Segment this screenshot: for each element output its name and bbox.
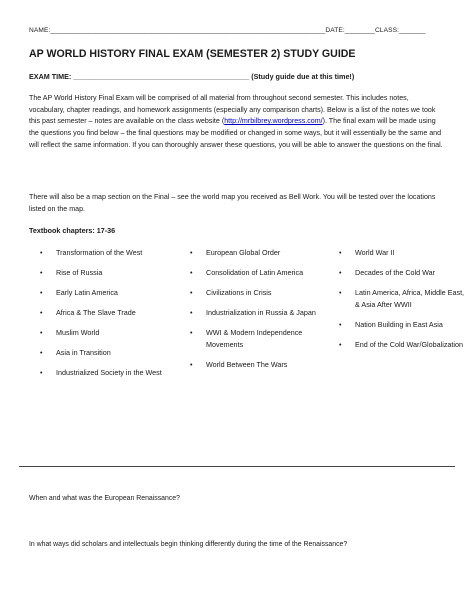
bullet-icon: • [339, 339, 342, 349]
topic-list-item [190, 247, 320, 259]
topic-list-item [190, 287, 320, 299]
topic-list-item [339, 247, 469, 259]
topic-label: Transformation of the West [56, 248, 143, 257]
topic-label: Africa & The Slave Trade [56, 308, 136, 317]
name-date-class-line: NAME:_________________________________________________________________________DATE:________CLASS:_______ [29, 27, 426, 34]
textbook-chapters-label: Textbook chapters: 17-36 [29, 226, 116, 235]
topic-label: Decades of the Cold War [355, 268, 436, 277]
bullet-icon: • [339, 248, 342, 257]
topics-column-3 [339, 247, 469, 359]
bullet-icon: • [190, 328, 193, 337]
topic-label: Civilizations in Crisis [206, 288, 272, 297]
question-1: When and what was the European Renaissance? [29, 495, 180, 502]
topic-label: Consolidation of Latin America [206, 268, 304, 277]
topic-label: Industrialized Society in the West [56, 368, 162, 377]
topic-label: Rise of Russia [56, 268, 103, 277]
topic-label: End of the Cold War/Globalization [355, 339, 464, 349]
bullet-icon: • [190, 288, 193, 297]
topic-label: European Global Order [206, 248, 281, 257]
bullet-icon: • [339, 319, 342, 329]
topic-list-item [190, 267, 320, 279]
topic-label: Asia in Transition [56, 348, 111, 357]
topic-list-item [190, 307, 320, 319]
section-divider [19, 466, 455, 467]
topic-list-item [40, 307, 170, 319]
bullet-icon: • [40, 248, 43, 257]
topic-label: World Between The Wars [206, 359, 288, 369]
topic-list-item [339, 319, 469, 331]
bullet-icon: • [40, 268, 43, 277]
exam-time-line: EXAM TIME: ____________________________________________ (Study guide due at this time!) [29, 72, 355, 81]
topic-list-item [190, 359, 320, 371]
intro-text-end: ). The final exam will be made using the questions you find below – the final questions may be modified or changed in some ways, but it will essentially be the same and will reflect the same information. If you can thoroughly answer these questions, you will be able to answer the questions on the final. [29, 117, 443, 149]
topic-list-item [190, 327, 320, 350]
topic-label: Nation Building in East Asia [355, 319, 443, 329]
bullet-icon: • [190, 268, 193, 277]
intro-paragraph [29, 93, 445, 152]
bullet-icon: • [40, 368, 43, 377]
topic-list-item [40, 327, 170, 339]
topic-label: Industrialization in Russia & Japan [206, 308, 316, 317]
intro-text-start: The AP World History Final Exam will be comprised of all material from throughout second semester. This includes notes, vocabulary, chapter readings, and homework assignments (especially any comparison charts). Below is a list of the notes we took this past semester – notes are available on the class website ( [29, 94, 436, 126]
topic-label: Early Latin America [56, 288, 118, 297]
topic-label: Muslim World [56, 328, 100, 337]
bullet-icon: • [40, 328, 43, 337]
topic-list-item [40, 247, 170, 259]
bullet-icon: • [190, 248, 193, 257]
bullet-icon: • [40, 308, 43, 317]
topic-list-item [339, 287, 469, 310]
bullet-icon: • [190, 308, 193, 317]
topic-list-item [40, 367, 170, 379]
topic-list-item [40, 287, 170, 299]
topic-label: WWI & Modern Independence Movements [206, 328, 303, 349]
topic-list-item [40, 267, 170, 279]
topics-column-1 [40, 247, 170, 387]
topic-label: World War II [355, 248, 395, 257]
topic-list-item [40, 347, 170, 359]
bullet-icon: • [40, 288, 43, 297]
bullet-icon: • [339, 288, 342, 297]
topic-list-item [339, 339, 469, 351]
page-title: AP WORLD HISTORY FINAL EXAM (SEMESTER 2) STUDY GUIDE [29, 48, 356, 60]
topics-column-2 [190, 247, 320, 379]
topic-label: Latin America, Africa, Middle East, & Asia After WWII [355, 288, 465, 309]
topic-list-item [339, 267, 469, 279]
map-section-paragraph: There will also be a map section on the Final – see the world map you received as Bell Work. You will be tested over the locations listed on the map. [29, 193, 436, 213]
bullet-icon: • [339, 268, 342, 277]
bullet-icon: • [40, 348, 43, 357]
question-2: In what ways did scholars and intellectuals begin thinking differently during the time of the Renaissance? [29, 541, 348, 548]
bullet-icon: • [190, 359, 193, 369]
class-website-link[interactable]: http://mrbilbrey.wordpress.com/ [224, 117, 323, 126]
